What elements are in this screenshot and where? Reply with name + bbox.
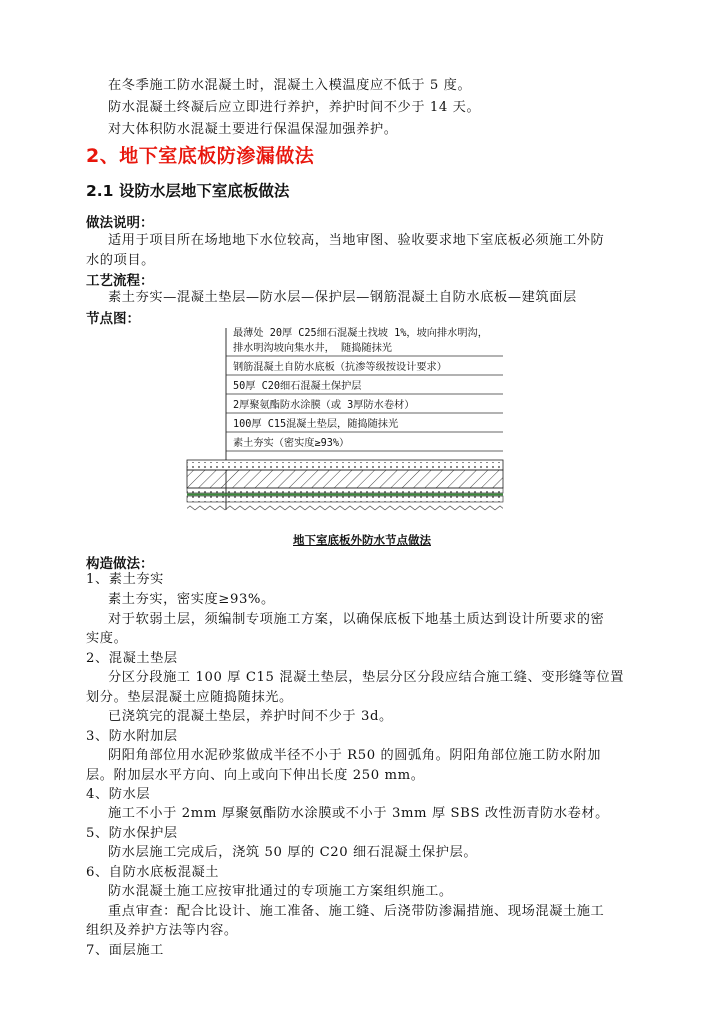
step-text: 对于软弱土层，须编制专项施工方案，以确保底板下地基土质达到设计所要求的密 <box>108 612 605 627</box>
step-text: 分区分段施工 100 厚 C15 混凝土垫层，垫层分区分段应结合施工缝、变形缝等位置 <box>108 670 625 685</box>
process-text: 素土夯实—混凝土垫层—防水层—保护层—钢筋混凝土自防水底板—建筑面层 <box>108 290 577 305</box>
diagram-row-5: 2厚聚氨酯防水涂膜（或 3厚防水卷材） <box>233 400 415 411</box>
step-heading-1: 1、素土夯实 <box>86 572 164 587</box>
process-label: 工艺流程： <box>86 273 154 289</box>
step-heading-5: 5、防水保护层 <box>86 826 178 841</box>
step-text: 实度。 <box>86 631 128 646</box>
step-text: 施工不小于 2mm 厚聚氨酯防水涂膜或不小于 3mm 厚 SBS 改性沥青防水卷材。 <box>108 806 609 821</box>
layer-section <box>187 460 503 512</box>
construction-label: 构造做法： <box>86 556 154 572</box>
diagram-caption: 地下室底板外防水节点做法 <box>293 533 431 547</box>
diagram-row-1: 最薄处 20厚 C25细石混凝土找坡 1%，坡向排水明沟， <box>233 328 488 339</box>
explain-line-2: 水的项目。 <box>86 253 155 268</box>
step-text: 防水层施工完成后，浇筑 50 厚的 C20 细石混凝土保护层。 <box>108 845 478 860</box>
node-label: 节点图： <box>86 311 140 327</box>
waterproof-node-diagram <box>185 320 505 520</box>
step-heading-2: 2、混凝土垫层 <box>86 651 178 666</box>
step-text: 组织及养护方法等内容。 <box>86 923 238 938</box>
layer-cushion <box>187 496 503 502</box>
diagram-row-7: 素土夯实（密实度≥93%） <box>233 438 350 449</box>
diagram-row-6: 100厚 C15混凝土垫层，随捣随抹光 <box>233 419 399 430</box>
step-text: 阴阳角部位用水泥砂浆做成半径不小于 R50 的圆弧角。阴阳角部位施工防水附加 <box>108 748 602 763</box>
explain-line-1: 适用于项目所在场地地下水位较高，当地审图、验收要求地下室底板必须施工外防 <box>108 233 605 248</box>
step-heading-3: 3、防水附加层 <box>86 729 178 744</box>
step-text: 素土夯实，密实度≥93%。 <box>108 592 275 607</box>
step-text: 层。附加层水平方向、向上或向下伸出长度 250 mm。 <box>86 768 425 783</box>
explain-label: 做法说明： <box>86 215 154 231</box>
step-heading-6: 6、自防水底板混凝土 <box>86 865 220 880</box>
intro-line-3: 对大体积防水混凝土要进行保温保湿加强养护。 <box>108 122 398 137</box>
step-text: 已浇筑完的混凝土垫层，养护时间不少于 3d。 <box>108 709 393 724</box>
layer-soil <box>187 502 503 512</box>
diagram-row-4: 50厚 C20细石混凝土保护层 <box>233 381 362 392</box>
intro-line-2: 防水混凝土终凝后应立即进行养护，养护时间不少于 14 天。 <box>108 100 481 115</box>
diagram-row-3: 钢筋混凝土自防水底板（抗渗等级按设计要求） <box>233 362 447 373</box>
section-title: 2、地下室底板防渗漏做法 <box>86 145 315 167</box>
layer-topping-fill <box>187 462 503 468</box>
diagram-row-2: 排水明沟坡向集水井， 随捣随抹光 <box>233 343 392 354</box>
layer-rc-slab <box>187 470 503 488</box>
layer-protection <box>187 488 503 493</box>
intro-line-1: 在冬季施工防水混凝土时，混凝土入模温度应不低于 5 度。 <box>108 78 472 93</box>
step-heading-4: 4、防水层 <box>86 787 151 802</box>
step-text: 重点审查：配合比设计、施工准备、施工缝、后浇带防渗漏措施、现场混凝土施工 <box>108 904 605 919</box>
step-text: 划分。垫层混凝土应随捣随抹光。 <box>86 690 293 705</box>
section-subtitle: 2.1 设防水层地下室底板做法 <box>86 182 290 200</box>
step-heading-7: 7、面层施工 <box>86 943 164 958</box>
step-text: 防水混凝土施工应按审批通过的专项施工方案组织施工。 <box>108 884 453 899</box>
